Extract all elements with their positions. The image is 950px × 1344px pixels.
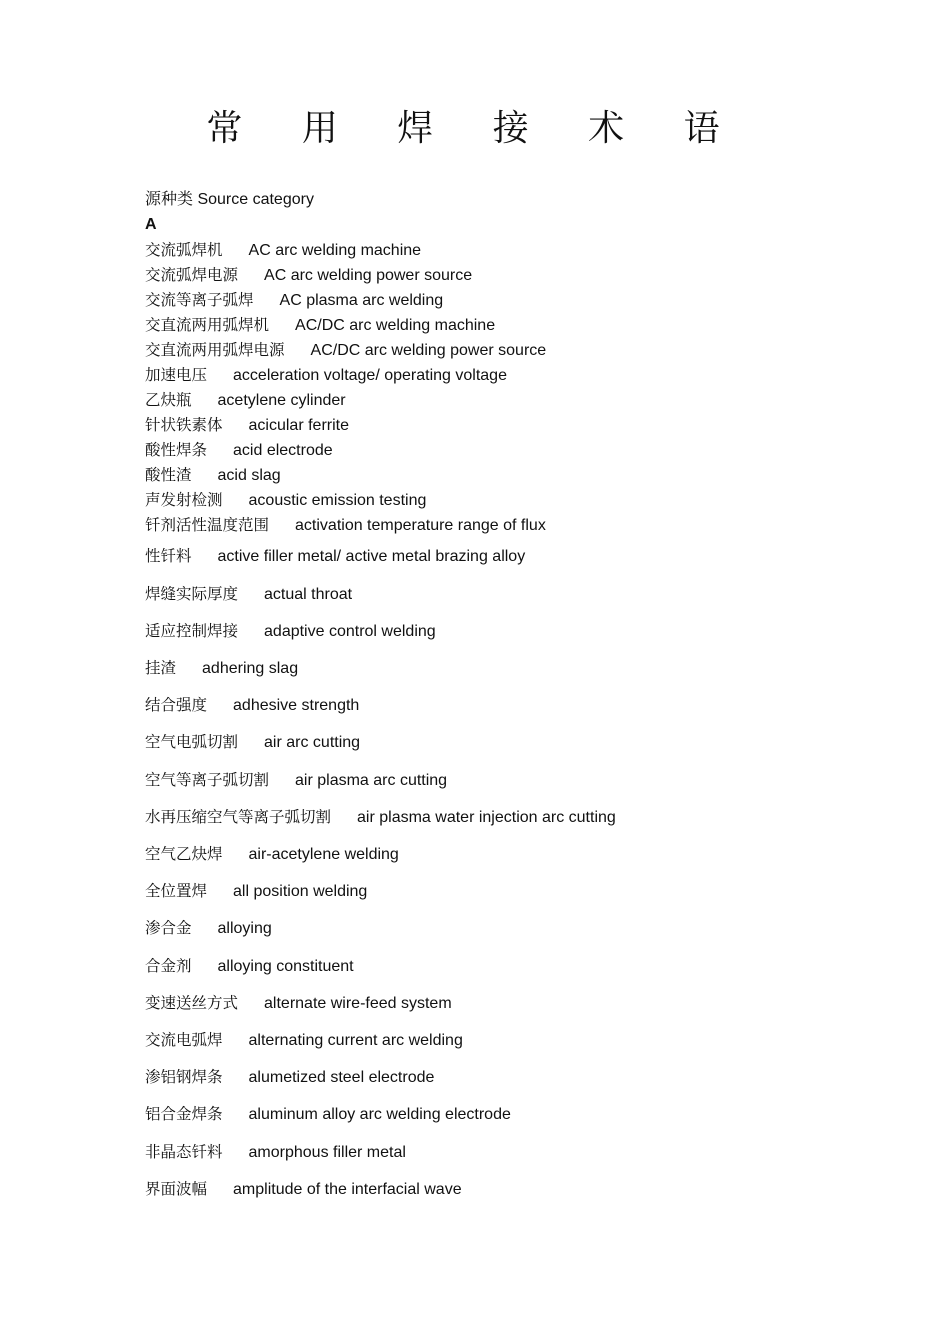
category-heading: 源种类 Source category	[145, 191, 314, 208]
term-chinese: 声发射检测	[145, 491, 223, 509]
glossary-entry	[145, 879, 905, 916]
term-english: AC plasma arc welding	[279, 292, 444, 309]
term-chinese: 空气乙炔焊	[145, 845, 223, 863]
glossary-entry	[145, 513, 905, 544]
term-chinese: 渗合金	[145, 919, 192, 937]
glossary-entry	[145, 805, 905, 842]
term-chinese: 针状铁素体	[145, 416, 223, 434]
term-english: active filler metal/ active metal brazing alloy	[217, 548, 526, 565]
term-english: alloying constituent	[217, 958, 354, 975]
term-chinese: 空气等离子弧切割	[145, 771, 270, 789]
term-english: all position welding	[233, 883, 368, 900]
entry-list	[145, 238, 905, 1214]
term-english: alternate wire-feed system	[264, 995, 452, 1012]
glossary-entry	[145, 544, 905, 582]
term-chinese: 合金剂	[145, 957, 192, 975]
glossary-entry	[145, 463, 905, 488]
glossary-entry	[145, 288, 905, 313]
glossary-entry	[145, 693, 905, 730]
term-chinese: 加速电压	[145, 366, 208, 384]
term-chinese: 交流等离子弧焊	[145, 291, 254, 309]
term-chinese: 交直流两用弧焊机	[145, 316, 270, 334]
term-english: adaptive control welding	[264, 623, 436, 640]
glossary-entry	[145, 768, 905, 805]
glossary-entry	[145, 619, 905, 656]
glossary	[145, 188, 905, 1214]
term-chinese: 交流电弧焊	[145, 1031, 223, 1049]
term-english: acicular ferrite	[248, 417, 349, 434]
term-chinese: 非晶态钎料	[145, 1143, 223, 1161]
term-chinese: 适应控制焊接	[145, 622, 239, 640]
glossary-entry	[145, 388, 905, 413]
term-english: adhesive strength	[233, 697, 360, 714]
term-english: acid slag	[217, 467, 281, 484]
term-english: alternating current arc welding	[248, 1032, 463, 1049]
glossary-entry	[145, 916, 905, 954]
term-chinese: 全位置焊	[145, 882, 208, 900]
glossary-entry	[145, 730, 905, 768]
term-chinese: 铝合金焊条	[145, 1105, 223, 1123]
term-chinese: 钎剂活性温度范围	[145, 516, 270, 534]
glossary-entry	[145, 1102, 905, 1140]
term-english: alumetized steel electrode	[248, 1069, 435, 1086]
term-chinese: 交流弧焊机	[145, 241, 223, 259]
term-english: amplitude of the interfacial wave	[233, 1181, 462, 1198]
glossary-entry	[145, 954, 905, 991]
term-chinese: 结合强度	[145, 696, 208, 714]
page-title: 常 用 焊 接 术 语	[206, 108, 744, 149]
term-english: AC arc welding machine	[248, 242, 422, 259]
term-chinese: 界面波幅	[145, 1180, 208, 1198]
glossary-entry	[145, 1065, 905, 1102]
glossary-entry	[145, 238, 905, 263]
glossary-entry	[145, 338, 905, 363]
term-english: actual throat	[264, 586, 353, 603]
glossary-entry	[145, 313, 905, 338]
term-chinese: 渗铝钢焊条	[145, 1068, 223, 1086]
glossary-entry	[145, 363, 905, 388]
term-english: amorphous filler metal	[248, 1144, 406, 1161]
glossary-entry	[145, 656, 905, 693]
glossary-entry	[145, 1140, 905, 1177]
term-chinese: 性钎料	[145, 547, 192, 565]
term-english: acid electrode	[233, 442, 333, 459]
section-letter: A	[145, 216, 157, 233]
term-english: AC/DC arc welding power source	[310, 342, 547, 359]
term-chinese: 水再压缩空气等离子弧切割	[145, 808, 332, 826]
term-english: air plasma arc cutting	[295, 772, 448, 789]
term-english: AC arc welding power source	[264, 267, 473, 284]
term-english: air plasma water injection arc cutting	[357, 809, 616, 826]
glossary-entry	[145, 582, 905, 619]
glossary-entry	[145, 438, 905, 463]
term-english: acoustic emission testing	[248, 492, 427, 509]
glossary-entry	[145, 488, 905, 513]
glossary-entry	[145, 1177, 905, 1214]
term-english: alloying	[217, 920, 272, 937]
term-chinese: 空气电弧切割	[145, 733, 239, 751]
term-english: acetylene cylinder	[217, 392, 346, 409]
term-chinese: 焊缝实际厚度	[145, 585, 239, 603]
glossary-entry	[145, 413, 905, 438]
glossary-entry	[145, 842, 905, 879]
term-english: air arc cutting	[264, 734, 361, 751]
glossary-entry	[145, 1028, 905, 1065]
term-english: aluminum alloy arc welding electrode	[248, 1106, 511, 1123]
term-chinese: 交流弧焊电源	[145, 266, 239, 284]
term-chinese: 变速送丝方式	[145, 994, 239, 1012]
term-chinese: 乙炔瓶	[145, 391, 192, 409]
term-english: acceleration voltage/ operating voltage	[233, 367, 507, 384]
term-chinese: 酸性焊条	[145, 441, 208, 459]
term-english: AC/DC arc welding machine	[295, 317, 496, 334]
glossary-entry	[145, 263, 905, 288]
term-english: adhering slag	[202, 660, 299, 677]
term-english: air-acetylene welding	[248, 846, 399, 863]
glossary-entry	[145, 991, 905, 1028]
term-english: activation temperature range of flux	[295, 517, 546, 534]
term-chinese: 挂渣	[145, 659, 177, 677]
term-chinese: 酸性渣	[145, 466, 192, 484]
term-chinese: 交直流两用弧焊电源	[145, 341, 285, 359]
